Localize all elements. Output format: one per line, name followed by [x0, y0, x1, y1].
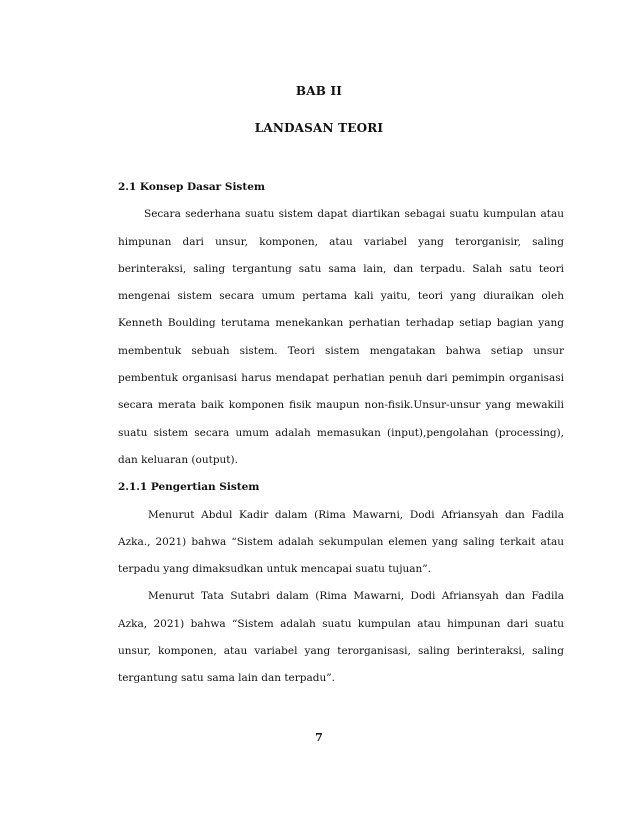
- page-number: 7: [315, 731, 323, 744]
- section-2-1-1-heading: 2.1.1 Pengertian Sistem: [118, 481, 260, 494]
- section-2-1-paragraph: Secara sederhana suatu sistem dapat diartikan sebagai suatu kumpulan atau himpunan dari unsur, komponen, atau variabel yang terorganisir, saling berinteraksi, saling tergantung satu sama lain, dan terpadu. Salah satu teori mengenai sistem secara umum pertama kali yaitu, teori yang diuraikan oleh Kenneth Boulding terutama menekankan perhatian terhadap setiap bagian yang membentuk sebuah sistem. Teori sistem mengatakan bahwa setiap unsur pembentuk organisasi harus mendapat perhatian penuh dari pemimpin organisasi secara merata baik komponen fisik maupun non-fisik.Unsur-unsur yang mewakili suatu sistem secara umum adalah memasukan (input),pengolahan (processing), dan keluaran (output).: [118, 208, 564, 466]
- chapter-label: BAB II: [295, 84, 343, 98]
- section-2-1-1-paragraph-2: Menurut Tata Sutabri dalam (Rima Mawarni, Dodi Afriansyah dan Fadila Azka, 2021) bahwa “Sistem adalah suatu kumpulan atau himpunan dari suatu unsur, komponen, atau variabel yang terorganisasi, saling berinteraksi, saling tergantung satu sama lain dan terpadu”.: [118, 590, 564, 685]
- section-2-1-1-paragraph-1: Menurut Abdul Kadir dalam (Rima Mawarni, Dodi Afriansyah dan Fadila Azka., 2021) bahwa “Sistem adalah sekumpulan elemen yang saling terkait atau terpadu yang dimaksudkan untuk mencapai suatu tujuan”.: [118, 508, 564, 576]
- chapter-title: LANDASAN TEORI: [254, 121, 384, 135]
- section-2-1-heading: 2.1 Konsep Dasar Sistem: [118, 181, 265, 193]
- body-text: [118, 174, 564, 693]
